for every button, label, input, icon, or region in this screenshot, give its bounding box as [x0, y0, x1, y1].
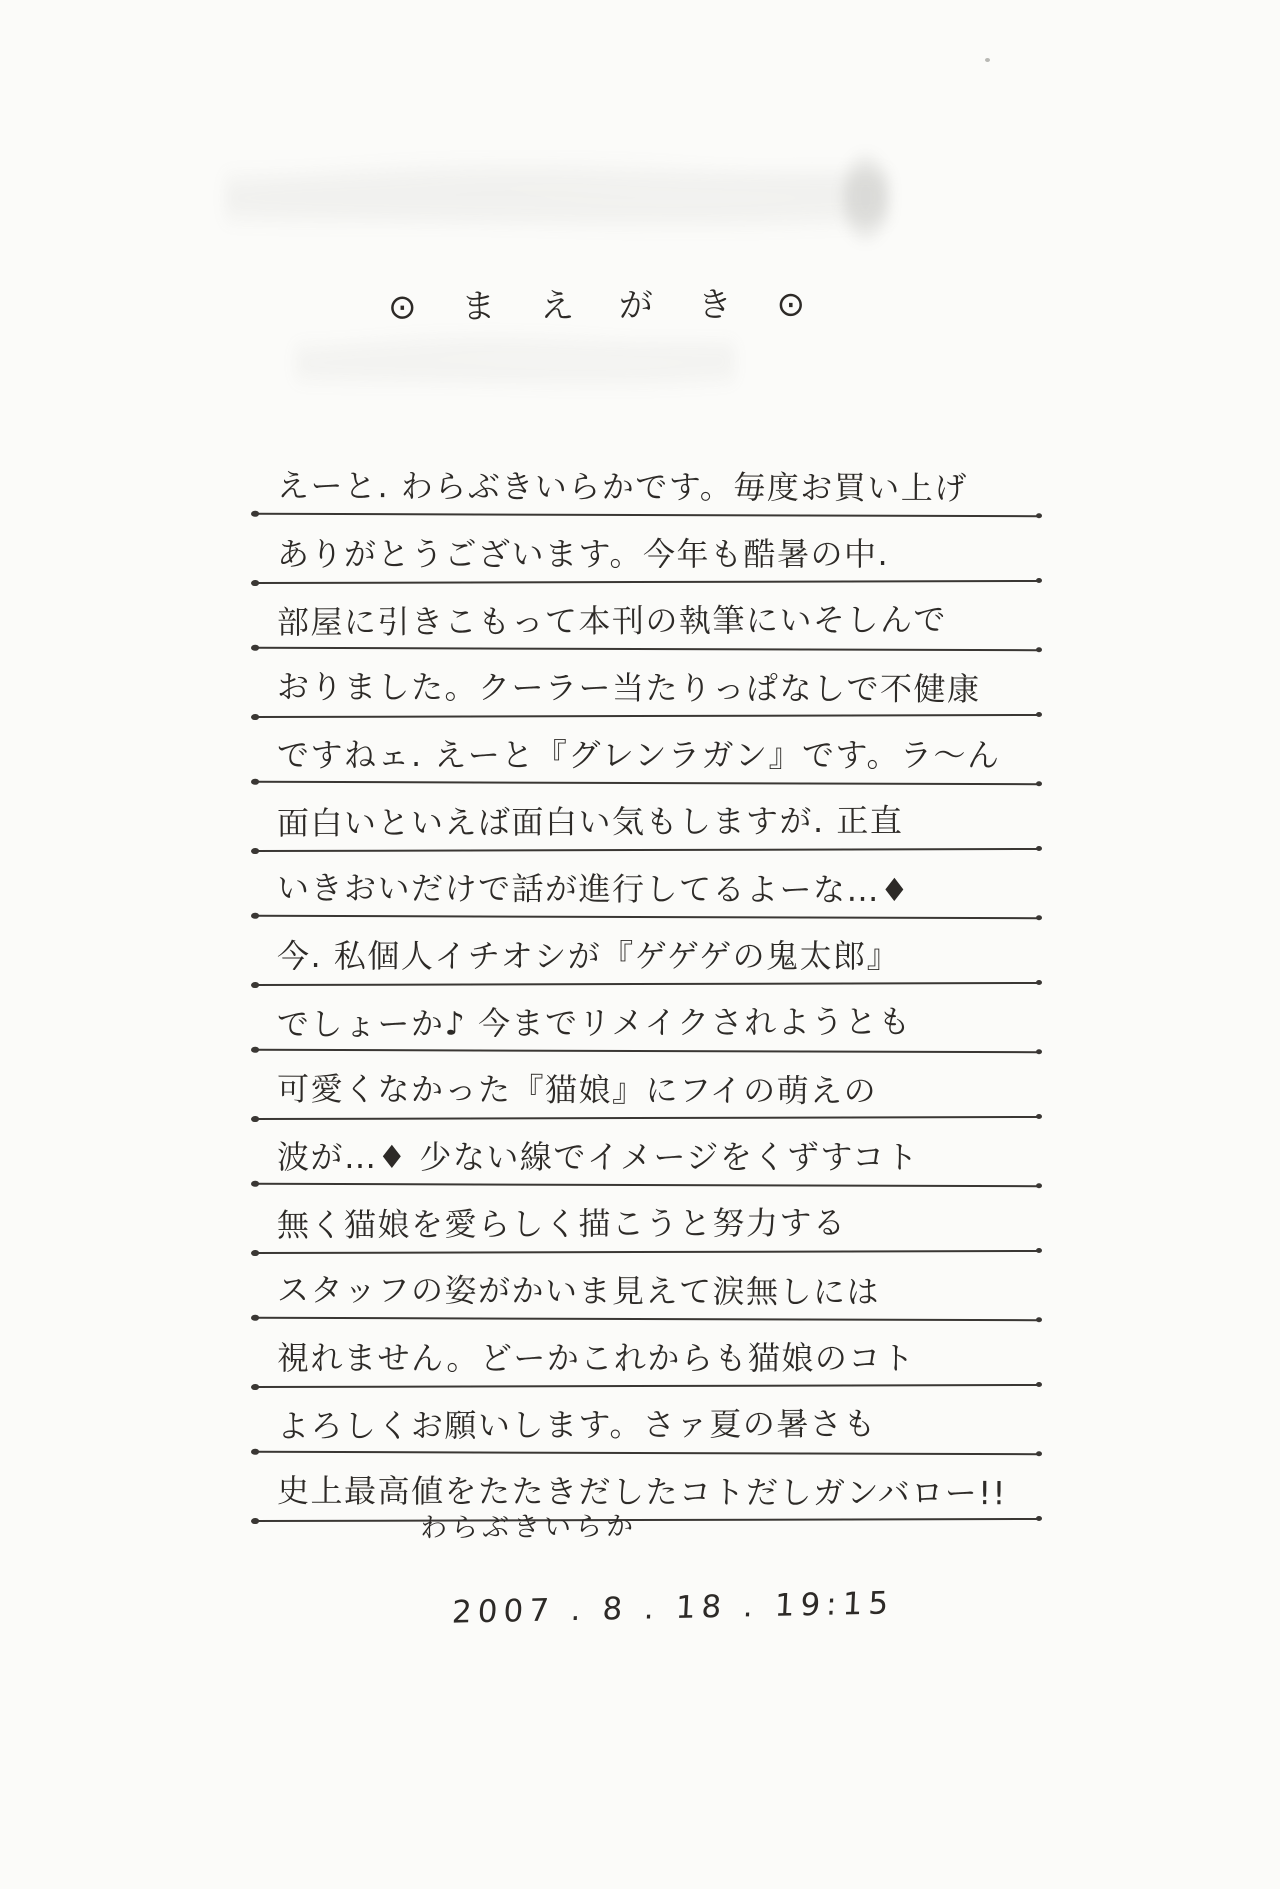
underline-rule [255, 1317, 1039, 1321]
date-stamp: 2007 . 8 . 18 . 19:15 [451, 1585, 895, 1631]
line-text: スタッフの姿がかいま見えて涙無しには [276, 1270, 881, 1312]
underline-rule [255, 1384, 1039, 1388]
line-text: でしょーか♪ 今までリメイクされようとも [276, 1002, 912, 1044]
line-text: 今. 私個人イチオシが『ゲゲゲの鬼太郎』 [277, 937, 901, 975]
scan-speck [985, 58, 990, 62]
handwritten-line [255, 1457, 1047, 1524]
line-text: おりました。クーラー当たりっぱなしで不健康 [276, 667, 981, 709]
line-text: 無く猫娘を愛らしく描こうと努力する [276, 1203, 847, 1245]
line-text: よろしくお願いします。さァ夏の暑さも [276, 1404, 877, 1446]
handwritten-line [255, 1122, 1047, 1189]
underline-rule [255, 1250, 1039, 1254]
line-text: 史上最高値をたたきだしたコトだしガンバロー!! [276, 1471, 1007, 1513]
line-text: 視れません。どーかこれからも猫娘のコト [277, 1339, 916, 1377]
body-text [255, 452, 1047, 1524]
handwritten-line [255, 586, 1047, 653]
author-signature: わらぶきいらか [419, 1511, 638, 1544]
handwritten-line [255, 653, 1047, 720]
underline-rule [255, 982, 1039, 986]
underline-rule [255, 1518, 1039, 1522]
line-text: 部屋に引きこもって本刊の執筆にいそしんで [276, 600, 948, 642]
handwritten-line [255, 519, 1047, 586]
handwritten-line [255, 921, 1047, 988]
line-text: 面白いといえば面白い気もしますが. 正直 [276, 801, 904, 843]
underline-rule [255, 915, 1039, 919]
handwritten-line [255, 787, 1047, 854]
underline-rule [255, 1049, 1039, 1053]
handwritten-line [255, 988, 1047, 1055]
line-text: 可愛くなかった『猫娘』にフイの萌えの [276, 1069, 878, 1111]
underline-rule [255, 513, 1039, 517]
underline-rule [255, 1183, 1039, 1187]
handwritten-line [255, 854, 1047, 921]
scan-smudge [838, 150, 893, 245]
handwritten-line [255, 1390, 1047, 1457]
underline-rule [255, 1116, 1039, 1120]
line-text: 波が…♦ 少ない線でイメージをくずすコト [277, 1138, 920, 1176]
handwritten-line [255, 1189, 1047, 1256]
underline-rule [255, 580, 1039, 584]
underline-rule [255, 1451, 1039, 1455]
bleedthrough-ghost-mid [295, 330, 735, 396]
underline-rule [255, 848, 1039, 852]
underline-rule [255, 714, 1039, 718]
page-title: ⊙ ま え が き ⊙ [387, 284, 823, 328]
handwritten-line [255, 1055, 1047, 1122]
bleedthrough-ghost-top [225, 158, 890, 238]
underline-rule [255, 647, 1039, 651]
handwritten-line [255, 720, 1047, 787]
line-text: ありがとうございます。今年も酷暑の中. [277, 535, 890, 573]
line-text: ですねェ. えーと『グレンラガン』です。ラ〜ん [277, 736, 1001, 774]
handwritten-line [255, 452, 1047, 519]
line-text: えーと. わらぶきいらかです。毎度お買い上げ [276, 466, 968, 508]
handwritten-line [255, 1323, 1047, 1390]
underline-rule [255, 781, 1039, 785]
handwritten-line [255, 1256, 1047, 1323]
line-text: いきおいだけで話が進行してるよーな…♦ [276, 868, 911, 910]
